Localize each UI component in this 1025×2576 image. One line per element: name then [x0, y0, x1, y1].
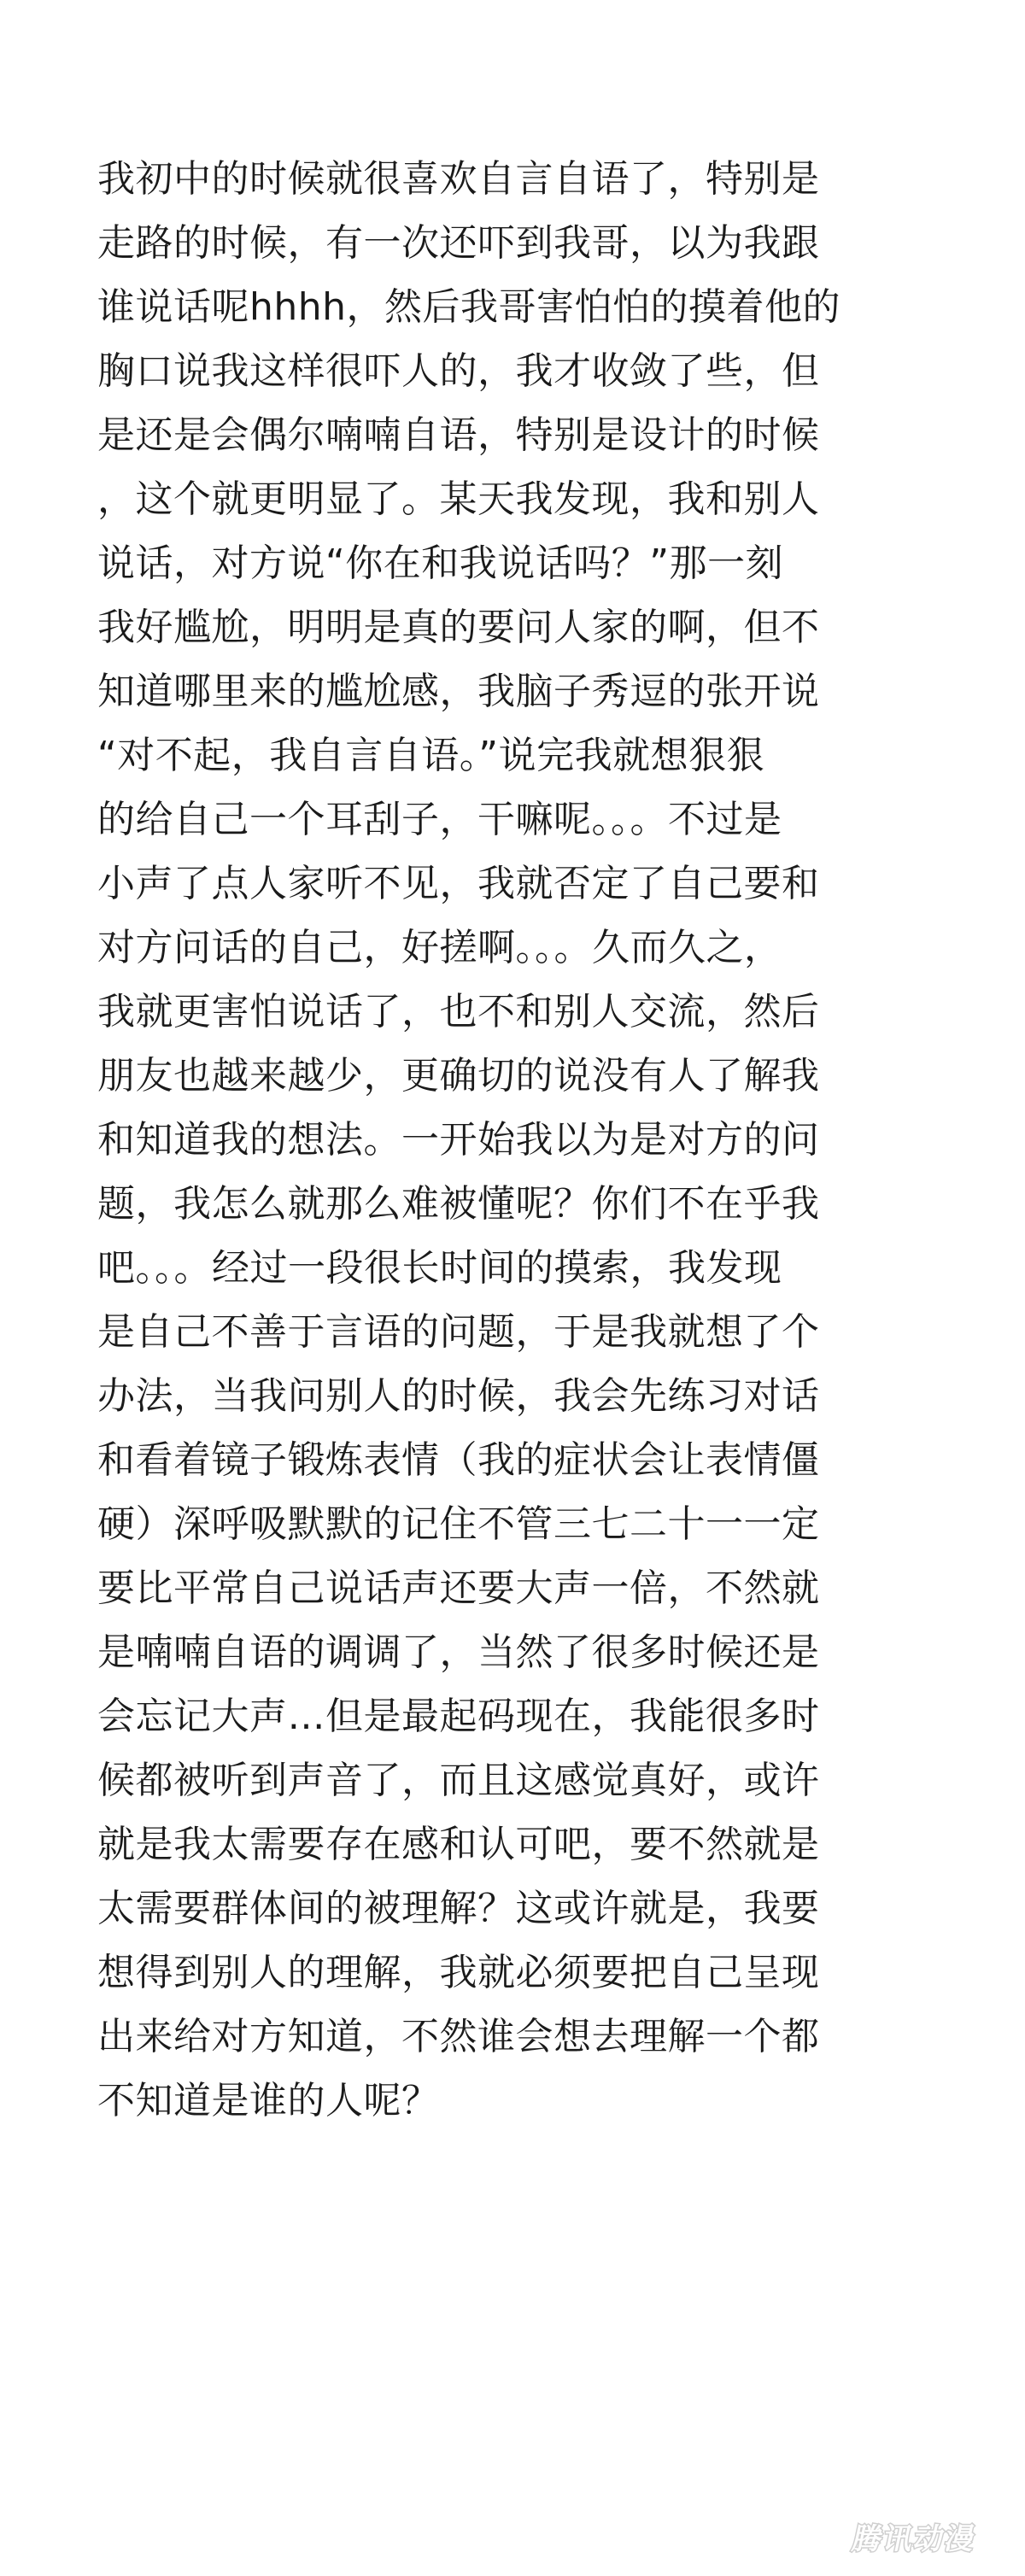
- text-line: 是喃喃自语的调调了，当然了很多时候还是: [97, 1630, 820, 1674]
- text-line: 朋友也越来越少，更确切的说没有人了解我: [97, 1054, 820, 1098]
- tencent-comic-logo-icon: [844, 2517, 1006, 2560]
- text-line: 就是我太需要存在感和认可吧，要不然就是: [97, 1823, 820, 1866]
- text-line: 办法，当我问别人的时候，我会先练习对话: [97, 1374, 820, 1418]
- text-line: 吧。。。经过一段很长时间的摸索，我发现: [97, 1246, 782, 1290]
- text-line: ，这个就更明显了。某天我发现，我和别人: [97, 477, 820, 521]
- text-line: 胸口说我这样很吓人的，我才收敛了些，但: [97, 349, 820, 393]
- article-body: [97, 147, 952, 2133]
- text-line: 说话，对方说“你在和我说话吗？”那一刻: [97, 542, 784, 585]
- text-line: 知道哪里来的尴尬感，我脑子秀逗的张开说: [97, 670, 820, 713]
- text-line: 太需要群体间的被理解？这或许就是，我要: [97, 1887, 820, 1930]
- text-line: 我初中的时候就很喜欢自言自语了，特别是: [97, 157, 820, 201]
- text-line: 谁说话呢hhhh，然后我哥害怕怕的摸着他的: [97, 285, 841, 329]
- text-line: 对方问话的自己，好搓啊。。。久而久之，: [97, 926, 782, 969]
- text-line: 想得到别人的理解，我就必须要把自己呈现: [97, 1951, 820, 1994]
- text-line: 题，我怎么就那么难被懂呢？你们不在乎我: [97, 1182, 820, 1226]
- text-line: 小声了点人家听不见，我就否定了自己要和: [97, 862, 820, 905]
- text-line: 和看着镜子锻炼表情（我的症状会让表情僵: [97, 1438, 820, 1482]
- text-line: “对不起，我自言自语。”说完我就想狠狠: [97, 734, 765, 777]
- text-line: 出来给对方知道，不然谁会想去理解一个都: [97, 2015, 820, 2058]
- tencent-comic-watermark: [841, 2515, 1008, 2561]
- text-line: 候都被听到声音了，而且这感觉真好，或许: [97, 1759, 820, 1802]
- text-line: 不知道是谁的人呢？: [97, 2079, 440, 2122]
- text-line: 的给自己一个耳刮子，干嘛呢。。。不过是: [97, 798, 782, 841]
- text-line: 会忘记大声…但是最起码现在，我能很多时: [97, 1695, 820, 1738]
- text-line: 我好尴尬，明明是真的要问人家的啊，但不: [97, 606, 820, 649]
- text-line: 走路的时候，有一次还吓到我哥，以为我跟: [97, 221, 820, 265]
- text-line: 要比平常自己说话声还要大声一倍，不然就: [97, 1566, 820, 1610]
- text-line: 是还是会偶尔喃喃自语，特别是设计的时候: [97, 413, 820, 457]
- text-line: 我就更害怕说话了，也不和别人交流，然后: [97, 990, 820, 1033]
- watermark-text: 腾讯动漫: [848, 2522, 980, 2556]
- text-line: 和知道我的想法。一开始我以为是对方的问: [97, 1118, 820, 1162]
- text-line: 硬）深呼吸默默的记住不管三七二十一一定: [97, 1502, 820, 1546]
- text-line: 是自己不善于言语的问题，于是我就想了个: [97, 1310, 820, 1354]
